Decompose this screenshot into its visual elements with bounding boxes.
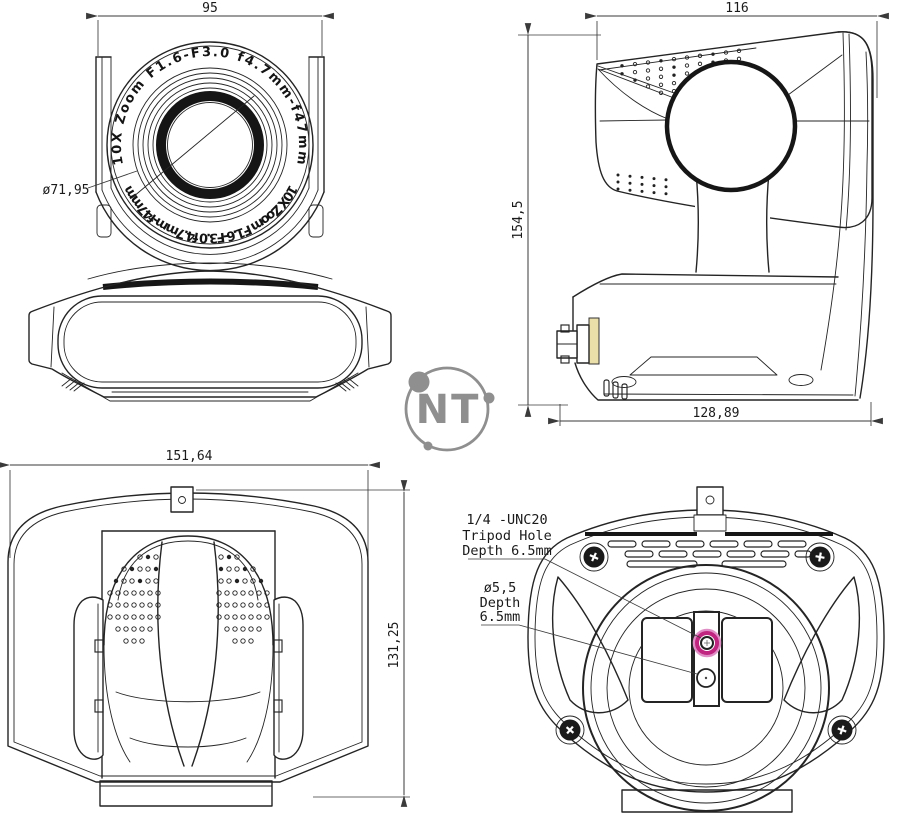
bnc-connector: [557, 318, 599, 364]
connector-plate: [589, 318, 599, 364]
mount-plate: [642, 612, 772, 706]
logo-dot-small: [424, 442, 433, 451]
yoke-ear-left: [74, 597, 103, 759]
dim-label-top-width: 151,64: [165, 449, 213, 464]
callout-lens-diameter: [43, 171, 137, 198]
yoke-ear-right: [274, 597, 303, 759]
dim-label-top-depth: 131,25: [387, 621, 402, 669]
mount-strip: [694, 612, 719, 706]
base-bracket-strip: [100, 781, 272, 806]
top-view: [8, 449, 410, 806]
front-base: [29, 263, 391, 401]
side-base: [573, 274, 858, 400]
dim-label-side-height: 154,5: [511, 200, 526, 240]
logo-text: NT: [415, 387, 481, 433]
annotation-line: ø5,5: [483, 580, 517, 596]
annotation-line: 1/4 -UNC20: [466, 512, 548, 528]
lens-dark-ring: [161, 96, 259, 194]
dim-side-base-width: [560, 402, 871, 426]
vent-dots-top-left: [108, 555, 160, 643]
mount-tab-top: [171, 487, 193, 512]
annotation-line: Depth 6.5mm: [462, 543, 552, 559]
base-bracket-strip-bottom: [622, 790, 792, 812]
lens-ring-text-top: 10X Zoom F1.6-F3.0 f4.7mm-f47mm: [109, 44, 311, 167]
head-top: [74, 531, 303, 778]
logo-dot-medium: [484, 393, 495, 404]
lens-ring-text-bottom: 10X Zoom F1.6-F3.0 f4.7mm-f47mm: [120, 182, 300, 245]
pan-platter-gap: [103, 282, 318, 288]
bottom-view: [462, 487, 884, 812]
dim-label-side-base-width: 128,89: [692, 406, 740, 421]
mount-tab-bottom: [694, 487, 726, 531]
pivot-ball: [667, 62, 795, 190]
nt-logo-watermark: [406, 368, 495, 451]
dim-label-side-width: 116: [725, 1, 749, 16]
front-view: [29, 1, 391, 401]
vent-slots-bottom: [608, 541, 811, 567]
lens-assembly: [107, 42, 313, 248]
annotation-line: Tripod Hole: [462, 528, 552, 544]
side-view: [511, 1, 877, 426]
vent-dots-top-right: [217, 555, 269, 643]
annotation-line: Depth: [479, 595, 521, 611]
dim-label-lens-diameter: ø71,95: [42, 183, 90, 198]
annotation-line: 6.5mm: [479, 609, 521, 625]
dim-label-front-width: 95: [202, 1, 218, 16]
